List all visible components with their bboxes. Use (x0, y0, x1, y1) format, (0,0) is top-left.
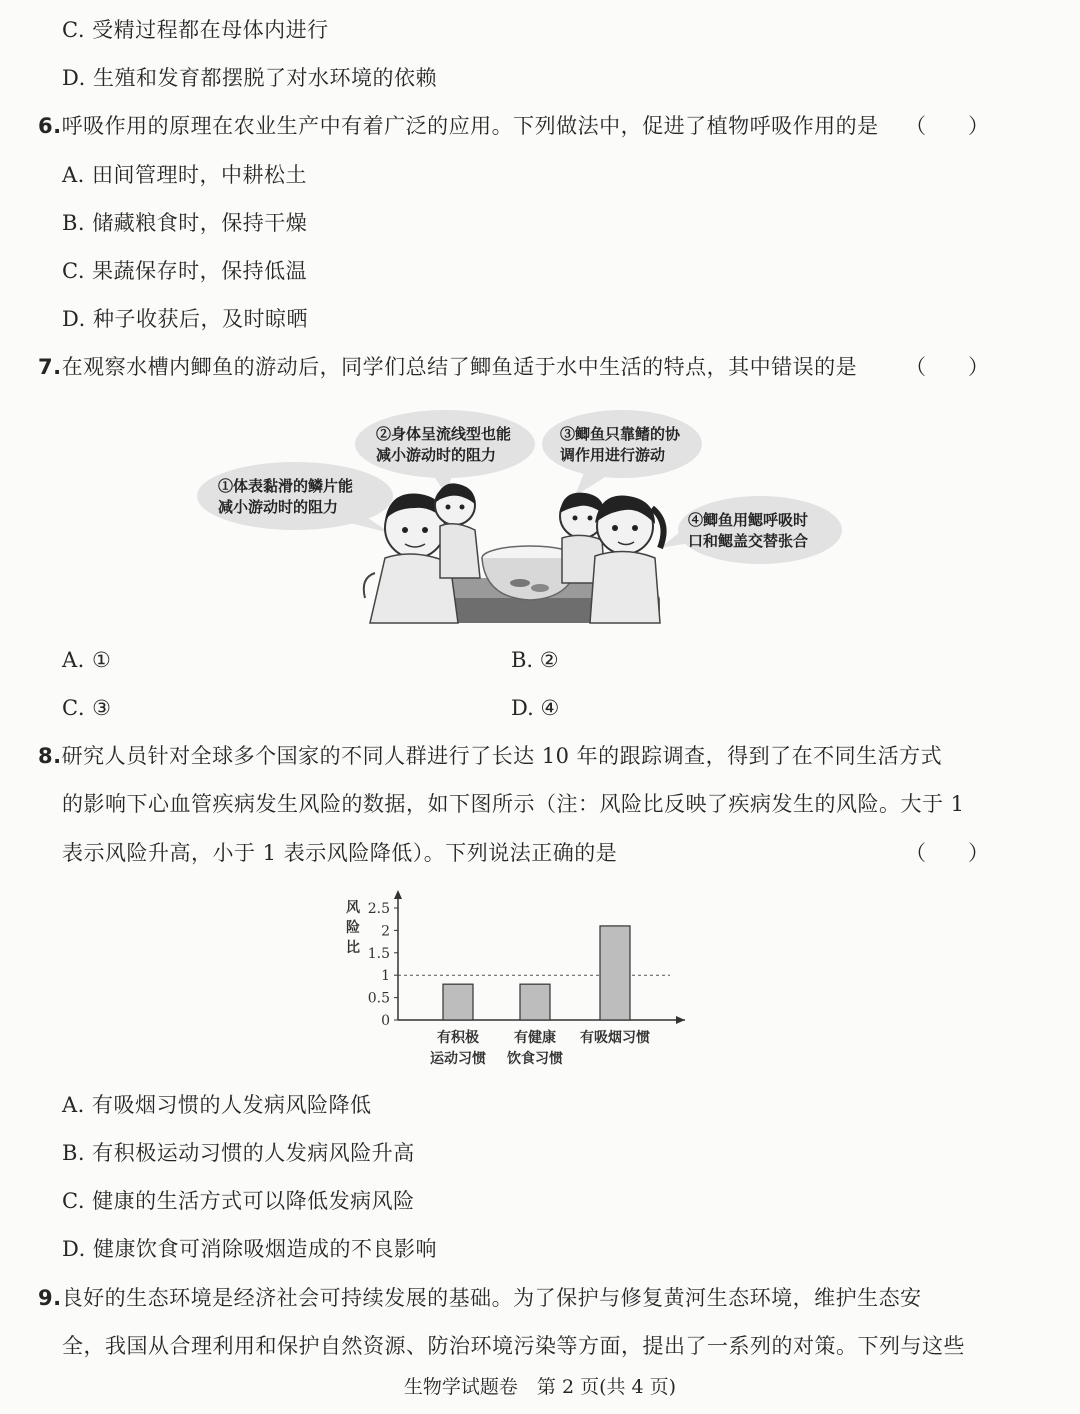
fish-observation-illustration (190, 408, 850, 628)
bar (600, 926, 630, 1020)
x-tick-label: 有吸烟习惯 (580, 1030, 650, 1046)
q7-option-c: C. ③ (62, 696, 112, 720)
q9-stem-line-2: 全，我国从合理利用和保护自然资源、防治环境污染等方面，提出了一系列的对策。下列与这些 (62, 1334, 965, 1358)
q6-stem: 呼吸作用的原理在农业生产中有着广泛的应用。下列做法中，促进了植物呼吸作用的是 (61, 114, 879, 138)
bubble-4-line-2: 口和鳃盖交替张合 (688, 532, 809, 550)
y-tick-label: 1.5 (367, 945, 390, 962)
bubble-3-line-1: ③鲫鱼只靠鳍的协 (560, 425, 681, 443)
x-tick-label: 饮食习惯 (507, 1051, 563, 1067)
bubble-1-line-1: ①体表黏滑的鳞片能 (218, 477, 354, 495)
q9-number: 9. (38, 1286, 62, 1310)
q9-stem-1: 良好的生态环境是经济社会可持续发展的基础。为了保护与修复黄河生态环境，维护生态安 (61, 1286, 922, 1310)
y-tick-label: 1 (381, 968, 390, 985)
student-girl-left (435, 483, 480, 578)
x-tick-label: 运动习惯 (430, 1051, 486, 1067)
bar (520, 984, 550, 1020)
q8-answer-paren: （ ） (905, 841, 989, 865)
q7-option-d: D. ④ (511, 696, 560, 720)
q8-number: 8. (38, 744, 62, 768)
q9-stem-line-1 (38, 1288, 922, 1309)
page-footer: 生物学试题卷 第 2 页(共 4 页) (403, 1376, 677, 1398)
bubble-2-line-2: 减小游动时的阻力 (376, 446, 497, 464)
y-tick-label: 2 (381, 923, 390, 940)
x-axis-arrow (676, 1016, 685, 1024)
y-tick-label: 0 (381, 1013, 390, 1029)
q8-stem-line-2: 的影响下心血管疾病发生风险的数据，如下图所示（注：风险比反映了疾病发生的风险。大于 1 (62, 792, 965, 816)
q8-option-b: B. 有积极运动习惯的人发病风险升高 (62, 1141, 415, 1165)
x-tick-label: 有健康 (514, 1030, 556, 1046)
q6-stem-line (38, 116, 879, 137)
q7-stem: 在观察水槽内鲫鱼的游动后，同学们总结了鲫鱼适于水中生活的特点，其中错误的是 (61, 355, 858, 379)
q8-option-d: D. 健康饮食可消除吸烟造成的不良影响 (62, 1237, 437, 1261)
q7-answer-paren: （ ） (905, 355, 989, 379)
q6-number: 6. (38, 114, 62, 138)
bubble-1 (197, 462, 393, 533)
q6-option-c: C. 果蔬保存时，保持低温 (62, 259, 308, 283)
q6-answer-paren: （ ） (905, 114, 989, 138)
q7-option-a: A. ① (62, 648, 112, 672)
student-girl-right (590, 496, 664, 623)
bubble-1-line-2: 减小游动时的阻力 (218, 498, 339, 516)
q6-option-d: D. 种子收获后，及时晾晒 (62, 307, 308, 331)
bar (443, 984, 473, 1020)
y-axis-label-char: 比 (346, 940, 360, 956)
q8-option-a: A. 有吸烟习惯的人发病风险降低 (62, 1093, 372, 1117)
bubble-3-line-2: 调作用进行游动 (560, 446, 666, 464)
q8-stem-line-1 (38, 746, 942, 767)
bubble-4-line-1: ④鲫鱼用鳃呼吸时 (688, 511, 809, 529)
x-tick-label: 有积极 (437, 1030, 479, 1046)
q7-option-b: B. ② (511, 648, 559, 672)
q8-option-c: C. 健康的生活方式可以降低发病风险 (62, 1189, 415, 1213)
q5-option-d: D. 生殖和发育都摆脱了对水环境的依赖 (62, 66, 437, 90)
q7-number: 7. (38, 355, 62, 379)
bubble-3 (542, 410, 702, 496)
y-axis-label-char: 险 (346, 920, 360, 936)
q8-stem-1: 研究人员针对全球多个国家的不同人群进行了长达 10 年的跟踪调查，得到了在不同生活方式 (61, 744, 943, 768)
y-tick-label: 0.5 (367, 990, 390, 1007)
y-tick-label: 2.5 (367, 901, 390, 917)
bubble-4 (660, 496, 842, 564)
bubble-2-line-1: ②身体呈流线型也能 (376, 425, 512, 443)
q6-option-b: B. 储藏粮食时，保持干燥 (62, 211, 308, 235)
q8-stem-line-3: 表示风险升高，小于 1 表示风险降低）。下列说法正确的是 (62, 841, 618, 865)
y-axis-label-char: 风 (346, 900, 360, 916)
q5-option-c: C. 受精过程都在母体内进行 (62, 18, 329, 42)
y-axis-arrow (394, 890, 402, 899)
risk-ratio-bar-chart (330, 880, 700, 1070)
q7-stem-line (38, 357, 857, 378)
q6-option-a: A. 田间管理时，中耕松土 (62, 163, 308, 187)
